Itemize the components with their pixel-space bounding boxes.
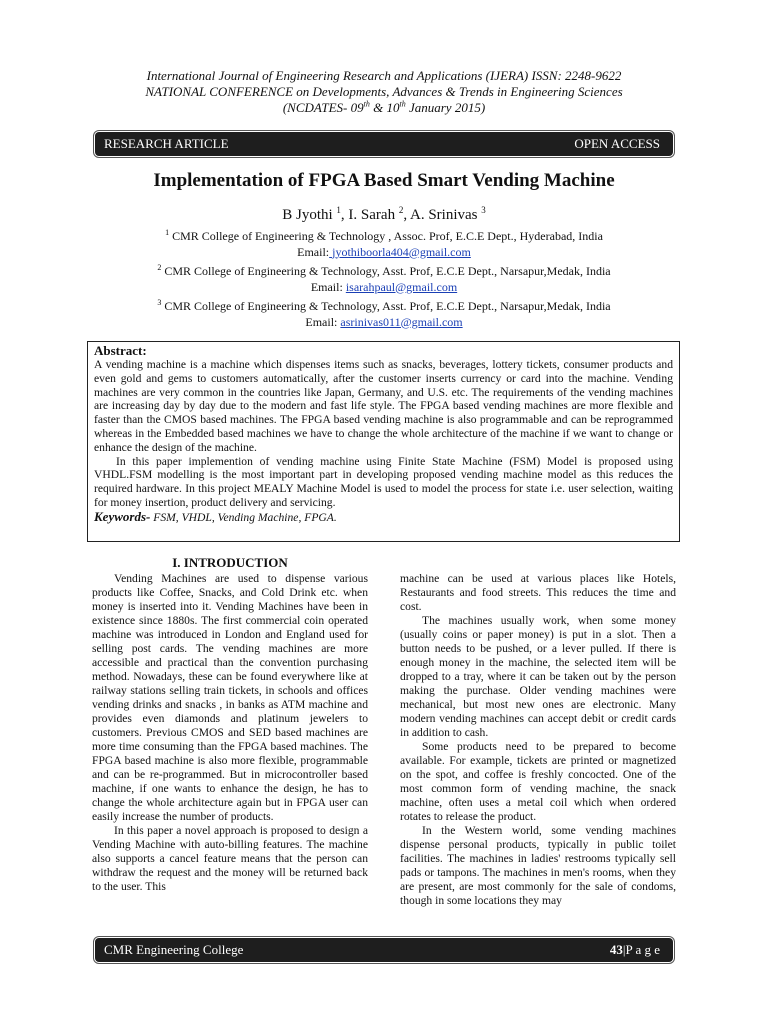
intro-paragraph-1: Vending Machines are used to dispense various products like Coffee, Snacks, and Cold Drink etc. when money is inserted into it. Vending Machines have been in existence since 1880s. The first commercial coin operated machine was introduced in London and England used for selling post cards. The vending machines are more accessible and practical than the convention purchasing method. Nowadays, these can be found everywhere like at railway stations selling train tickets, in schools and offices vending drinks and snacks , in banks as ATM machine and provides even diamonds and platinum jewelers to customers. Previous CMOS and SED based machines are more time consuming than the FPGA based machines. The FPGA based machine is also more flexible, programmable and can be re-programmed. But in microcontroller based machine, if one wants to enhance the design, he has to change the whole architecture again but in FPGA user can easily increase the number of products. <box>92 572 368 823</box>
journal-line-3 <box>0 100 768 116</box>
email-label: Email: <box>297 244 330 259</box>
date-part-2: & 10 <box>369 100 400 115</box>
abstract-heading: Abstract: <box>94 343 147 358</box>
date-sup-1: th <box>363 99 370 109</box>
affiliation-2-num: 2 <box>157 263 162 272</box>
research-article-label: RESEARCH ARTICLE <box>104 136 229 151</box>
author-1: B Jyothi <box>282 207 337 223</box>
intro-paragraph-5: Some products need to be prepared to become available. For example, tickets are printed or magnetized on the spot, and coffee is freshly concocted. One of the most common form of vending machine, the snack machine, often uses a metal coil which when ordered rotates to release the product. <box>400 740 676 823</box>
author-3-sup: 3 <box>481 205 486 215</box>
keywords-text: FSM, VHDL, Vending Machine, FPGA. <box>150 510 337 524</box>
intro-paragraph-2: In this paper a novel approach is proposed to design a Vending Machine with auto-billing features. The machine also supports a cancel feature means that the person can withdraw the request and the money will be returned back to the user. This <box>92 824 368 893</box>
abstract-paragraph-1: A vending machine is a machine which dispenses items such as snacks, beverages, lottery tickets, consumer products and even gold and gems to customers automatically, after the customer inserts currency or card into the machine. Vending machines are very common in the countries like Japan, Germany, and U.S. etc. The requirements of the vending machines are increasing day by day due to the modern and fast life style. The FPGA based vending machines are more flexible and faster than the CMOS based machines. The FPGA based vending machine is also programmable and can be reprogrammed whereas in the Embedded based machines we have to change the whole architecture of the machine if we want to change or enhance the design of the machine. <box>94 358 673 454</box>
date-part-1: (NCDATES- 09 <box>282 100 364 115</box>
footer-college-name: CMR Engineering College <box>104 942 244 957</box>
email-link-3[interactable]: asrinivas011@gmail.com <box>340 314 463 329</box>
keywords-line <box>94 510 673 525</box>
page-number: 43 <box>609 942 623 957</box>
date-part-3: January 2015) <box>405 100 486 115</box>
intro-paragraph-3: machine can be used at various places like Hotels, Restaurants and food streets. This reduces the time and cost. <box>400 572 676 613</box>
paper-title: Implementation of FPGA Based Smart Vending Machine <box>153 170 615 191</box>
journal-line-1: International Journal of Engineering Research and Applications (IJERA) ISSN: 2248-9622 <box>146 68 622 83</box>
abstract-box <box>87 341 680 542</box>
author-1-sup: 1 <box>336 205 341 215</box>
email-label: Email: <box>310 279 346 294</box>
affiliation-3-email-line <box>0 315 768 331</box>
affiliation-1-text: CMR College of Engineering & Technology , Assoc. Prof, E.C.E Dept., Hyderabad, India <box>169 229 603 243</box>
author-3: , A. Srinivas <box>403 207 482 223</box>
affiliations <box>0 225 768 330</box>
date-sup-2: th <box>399 99 406 109</box>
journal-line-2: NATIONAL CONFERENCE on Developments, Advances & Trends in Engineering Sciences <box>145 84 623 99</box>
author-2-sup: 2 <box>398 205 404 215</box>
email-link-2[interactable]: isarahpaul@gmail.com <box>345 279 458 294</box>
affiliation-1-email-line <box>0 245 768 261</box>
journal-header <box>0 68 768 116</box>
affiliation-3-num: 3 <box>157 298 162 307</box>
email-label: Email: <box>305 314 341 329</box>
open-access-label: OPEN ACCESS <box>574 136 660 151</box>
keywords-label: Keywords- <box>94 508 151 524</box>
affiliation-2-text: CMR College of Engineering & Technology, Asst. Prof, E.C.E Dept., Narsapur,Medak, India <box>161 264 611 278</box>
affiliation-1 <box>0 225 768 245</box>
page-footer <box>96 939 672 961</box>
affiliation-2 <box>0 260 768 280</box>
section-heading-introduction: I. INTRODUCTION <box>172 555 288 570</box>
article-type-banner <box>96 133 672 155</box>
affiliation-1-num: 1 <box>165 228 170 237</box>
intro-paragraph-6: In the Western world, some vending machines dispense personal products, typically in public toilet facilities. The machines in ladies' restrooms typically sell pads or tampons. The machines in men's rooms, when they are present, are most commonly for the sale of condoms, though in some locations they may <box>400 824 676 907</box>
author-2: , I. Sarah <box>340 207 399 223</box>
author-list <box>0 205 768 224</box>
abstract-paragraph-2: In this paper implemention of vending machine using Finite State Machine (FSM) Model is proposed using VHDL.FSM modelling is the most important part in developing proposed vending machine model as this reduces the required hardware. In this project MEALY Machine Model is used to model the process for state i.e. user selection, waiting for money insertion, product delivery and servicing. <box>94 454 673 509</box>
email-link-1[interactable]: jyothiboorla404@gmail.com <box>329 244 471 259</box>
affiliation-3 <box>0 295 768 315</box>
left-column <box>92 572 368 894</box>
page-label: |P a g e <box>622 942 660 957</box>
footer-page-number <box>610 939 660 961</box>
intro-paragraph-4: The machines usually work, when some money (usually coins or paper money) is put in a slot. Then a button needs to be pushed, or a lever pulled. If there is enough money in the machine, the selected item will be dropped to a tray, where it can be taken out by the person making the purchase. Older vending machines were mechanical, but most new ones are electronic. Many modern vending machines can accept debit or credit cards in addition to cash. <box>400 614 676 739</box>
affiliation-3-text: CMR College of Engineering & Technology, Asst. Prof, E.C.E Dept., Narsapur,Medak, India <box>161 299 611 313</box>
right-column <box>400 572 676 908</box>
affiliation-2-email-line <box>0 280 768 296</box>
